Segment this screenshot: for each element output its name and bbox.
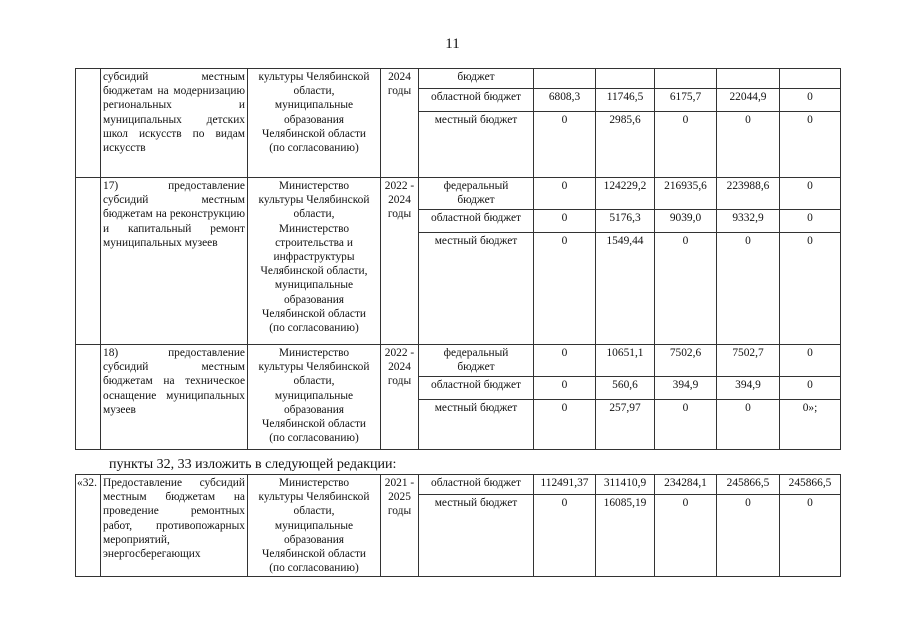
program-table-continued [75,68,841,450]
amount-cell: 1549,44 [596,233,655,345]
funding-source: бюджет [419,69,534,89]
term: 2024 годы [381,69,419,178]
funding-source: федеральный бюджет [419,345,534,377]
funding-source: областной бюджет [419,475,534,495]
amount-cell: 0 [780,112,841,178]
amount-cell: 0 [780,345,841,377]
amount-cell: 0 [655,400,717,450]
measure-name: 18) предоставление субсидий местным бюджетам на техническое оснащение муниципальных музеев [101,345,248,450]
table-row [76,69,841,89]
program-table-new-edition [75,474,841,577]
amount-cell: 0 [534,112,596,178]
amount-cell: 234284,1 [655,475,717,495]
amount-cell: 10651,1 [596,345,655,377]
amount-cell: 0 [534,178,596,210]
measure-name: 17) предоставление субсидий местным бюджетам на реконструкцию и капитальный ремонт муниципальных музеев [101,178,248,345]
term: 2021 - 2025 годы [381,475,419,577]
amount-cell: 0 [717,400,780,450]
amount-cell [534,69,596,89]
amount-cell: 0 [780,377,841,400]
funding-source: областной бюджет [419,210,534,233]
amount-cell [717,69,780,89]
funding-source: местный бюджет [419,400,534,450]
row-marker [76,345,101,450]
amount-cell: 0 [780,210,841,233]
funding-source: местный бюджет [419,112,534,178]
responsible-org: культуры Челябинской области, муниципальные образования Челябинской области (по согласованию) [248,69,381,178]
funding-source: местный бюджет [419,233,534,345]
amount-cell [596,69,655,89]
amount-cell: 0 [655,233,717,345]
row-marker [76,178,101,345]
page-number: 11 [445,36,460,52]
amount-cell: 9039,0 [655,210,717,233]
row-marker: «32. [76,475,101,577]
table-row [76,178,841,210]
measure-name: субсидий местным бюджетам на модернизацию региональных и муниципальных детских школ искусств по видам искусств [101,69,248,178]
amount-cell: 0 [717,233,780,345]
table-row [76,345,841,377]
amount-cell: 0 [655,495,717,577]
amount-cell: 112491,37 [534,475,596,495]
amount-cell: 7502,6 [655,345,717,377]
amount-cell [655,69,717,89]
amount-cell: 0 [534,233,596,345]
amount-cell: 245866,5 [717,475,780,495]
amount-cell: 6175,7 [655,89,717,112]
amount-cell: 394,9 [655,377,717,400]
amount-cell: 560,6 [596,377,655,400]
section-heading: пункты 32, 33 изложить в следующей редакции: [109,457,397,472]
amount-cell [780,69,841,89]
amount-cell: 394,9 [717,377,780,400]
measure-name: Предоставление субсидий местным бюджетам на проведение ремонтных работ, противопожарных мероприятий, энергосберегающих [101,475,248,577]
funding-source: областной бюджет [419,89,534,112]
term: 2022 - 2024 годы [381,345,419,450]
amount-cell: 5176,3 [596,210,655,233]
amount-cell: 0 [780,89,841,112]
amount-cell: 0 [655,112,717,178]
amount-cell: 257,97 [596,400,655,450]
funding-source: местный бюджет [419,495,534,577]
responsible-org: Министерство культуры Челябинской области, Министерство строительства и инфраструктуры Челябинской области, муниципальные образования Челябинской области (по согласованию) [248,178,381,345]
funding-source: областной бюджет [419,377,534,400]
amount-cell: 0 [534,345,596,377]
amount-cell: 16085,19 [596,495,655,577]
amount-cell: 7502,7 [717,345,780,377]
table-row [76,475,841,495]
amount-cell: 0 [534,400,596,450]
amount-cell: 0»; [780,400,841,450]
amount-cell: 223988,6 [717,178,780,210]
amount-cell: 11746,5 [596,89,655,112]
amount-cell: 0 [780,233,841,345]
amount-cell: 0 [780,178,841,210]
term: 2022 - 2024 годы [381,178,419,345]
amount-cell: 0 [534,495,596,577]
row-marker [76,69,101,178]
responsible-org: Министерство культуры Челябинской области, муниципальные образования Челябинской области (по согласованию) [248,345,381,450]
amount-cell: 0 [717,112,780,178]
funding-source: федеральный бюджет [419,178,534,210]
amount-cell: 6808,3 [534,89,596,112]
amount-cell: 0 [780,495,841,577]
amount-cell: 311410,9 [596,475,655,495]
amount-cell: 9332,9 [717,210,780,233]
amount-cell: 0 [717,495,780,577]
amount-cell: 2985,6 [596,112,655,178]
amount-cell: 22044,9 [717,89,780,112]
amount-cell: 124229,2 [596,178,655,210]
responsible-org: Министерство культуры Челябинской области, муниципальные образования Челябинской области (по согласованию) [248,475,381,577]
amount-cell: 245866,5 [780,475,841,495]
amount-cell: 216935,6 [655,178,717,210]
amount-cell: 0 [534,377,596,400]
amount-cell: 0 [534,210,596,233]
